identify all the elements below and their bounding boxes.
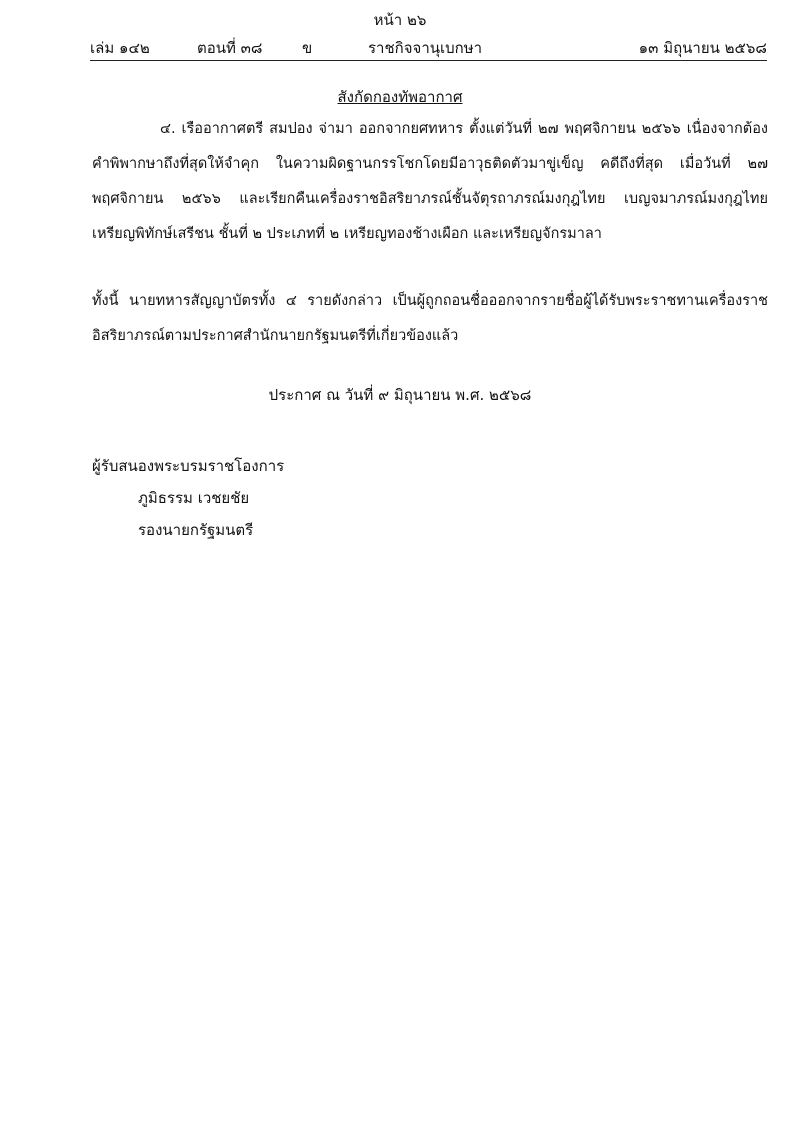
page-number: หน้า ๒๖ (373, 11, 427, 29)
issue-label: ตอนที่ ๓๘ (197, 39, 263, 57)
volume-label: เล่ม ๑๔๒ (90, 39, 150, 57)
section-label: ข (302, 39, 313, 57)
countersign-label: ผู้รับสนองพระบรมราชโองการ (92, 457, 285, 475)
announcement-date: ประกาศ ณ วันที่ ๙ มิถุนายน พ.ศ. ๒๕๖๘ (268, 386, 532, 404)
gazette-header (90, 36, 767, 61)
signatory-name: ภูมิธรรม เวชยชัย (138, 489, 250, 507)
body-paragraph-1: ๔. เรืออากาศตรี สมปอง จ่ามา ออกจากยศทหาร ตั้งแต่วันที่ ๒๗ พฤศจิกายน ๒๕๖๖ เนื่องจากต้องคำพิพากษาถึงที่สุดให้จำคุก ในความผิดฐานกรรโชกโดยมีอาวุธติดตัวมาขู่เข็ญ คดีถึงที่สุด เมื่อวันที่ ๒๗ พฤศจิกายน ๒๕๖๖ และเรียกคืนเครื่องราชอิสริยาภรณ์ชั้นจัตุรถาภรณ์มงกุฎไทย เบญจมาภรณ์มงกุฎไทย เหรียญพิทักษ์เสรีชน ชั้นที่ ๒ ประเภทที่ ๒ เหรียญทองช้างเผือก และเหรียญจักรมาลา (92, 121, 768, 242)
section-title: สังกัดกองทัพอากาศ (337, 88, 463, 106)
gazette-name: ราชกิจจานุเบกษา (368, 39, 483, 57)
body-paragraph-2: ทั้งนี้ นายทหารสัญญาบัตรทั้ง ๔ รายดังกล่าว เป็นผู้ถูกถอนชื่อออกจากรายชื่อผู้ได้รับพระราชทานเครื่องราชอิสริยาภรณ์ตามประกาศสำนักนายกรัฐมนตรีที่เกี่ยวข้องแล้ว (92, 293, 768, 344)
signatory-position: รองนายกรัฐมนตรี (138, 521, 254, 539)
publication-date: ๑๓ มิถุนายน ๒๕๖๘ (638, 39, 767, 57)
